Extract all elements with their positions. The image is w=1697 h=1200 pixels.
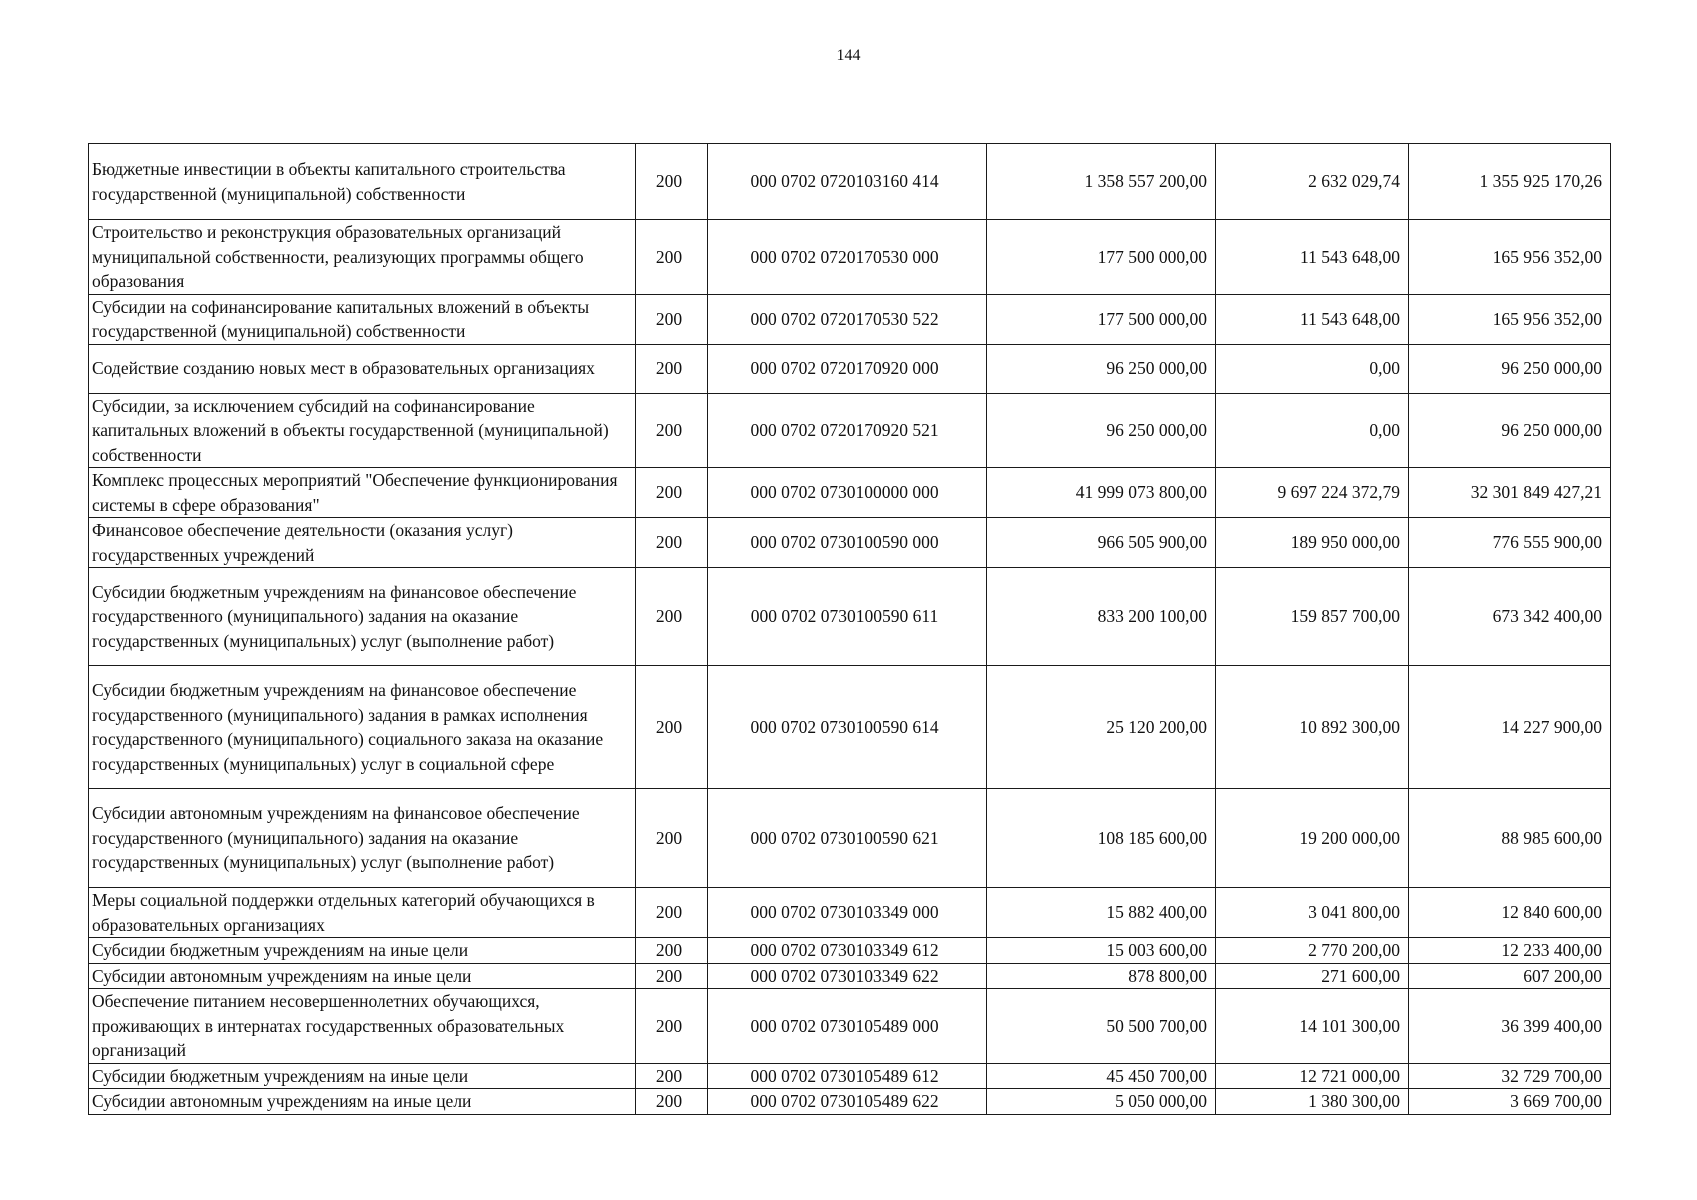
expense-name-cell: Содействие созданию новых мест в образовательных организациях — [89, 344, 636, 393]
executed-amount-cell: 9 697 224 372,79 — [1216, 468, 1409, 518]
executed-amount-cell: 159 857 700,00 — [1216, 568, 1409, 666]
budget-classification-code-cell: 000 0702 0730100000 000 — [708, 468, 987, 518]
table-row — [89, 989, 1611, 1064]
table-row — [89, 220, 1611, 295]
unexecuted-amount-cell: 1 355 925 170,26 — [1409, 144, 1611, 220]
approved-amount-cell: 41 999 073 800,00 — [987, 468, 1216, 518]
budget-classification-code-cell: 000 0702 0730105489 000 — [708, 989, 987, 1064]
unexecuted-amount-cell: 673 342 400,00 — [1409, 568, 1611, 666]
table-row — [89, 568, 1611, 666]
line-code-cell: 200 — [636, 789, 708, 888]
unexecuted-amount-cell: 14 227 900,00 — [1409, 666, 1611, 789]
table-row — [89, 888, 1611, 938]
line-code-cell: 200 — [636, 294, 708, 344]
executed-amount-cell: 0,00 — [1216, 393, 1409, 468]
approved-amount-cell: 108 185 600,00 — [987, 789, 1216, 888]
line-code-cell: 200 — [636, 666, 708, 789]
table-row — [89, 963, 1611, 989]
expense-name-cell: Субсидии автономным учреждениям на финансовое обеспечение государственного (муниципального) задания на оказание государственных (муниципальных) услуг (выполнение работ) — [89, 789, 636, 888]
line-code-cell: 200 — [636, 344, 708, 393]
executed-amount-cell: 11 543 648,00 — [1216, 294, 1409, 344]
budget-classification-code-cell: 000 0702 0720170530 522 — [708, 294, 987, 344]
table-row — [89, 393, 1611, 468]
unexecuted-amount-cell: 88 985 600,00 — [1409, 789, 1611, 888]
line-code-cell: 200 — [636, 989, 708, 1064]
unexecuted-amount-cell: 165 956 352,00 — [1409, 294, 1611, 344]
table-row — [89, 1089, 1611, 1115]
executed-amount-cell: 2 770 200,00 — [1216, 938, 1409, 964]
unexecuted-amount-cell: 32 301 849 427,21 — [1409, 468, 1611, 518]
executed-amount-cell: 271 600,00 — [1216, 963, 1409, 989]
expense-name-cell: Субсидии бюджетным учреждениям на финансовое обеспечение государственного (муниципального) задания на оказание государственных (муниципальных) услуг (выполнение работ) — [89, 568, 636, 666]
unexecuted-amount-cell: 32 729 700,00 — [1409, 1063, 1611, 1089]
unexecuted-amount-cell: 165 956 352,00 — [1409, 220, 1611, 295]
approved-amount-cell: 50 500 700,00 — [987, 989, 1216, 1064]
expense-name-cell: Обеспечение питанием несовершеннолетних обучающихся, проживающих в интернатах государственных образовательных организаций — [89, 989, 636, 1064]
executed-amount-cell: 19 200 000,00 — [1216, 789, 1409, 888]
unexecuted-amount-cell: 96 250 000,00 — [1409, 393, 1611, 468]
line-code-cell: 200 — [636, 220, 708, 295]
line-code-cell: 200 — [636, 393, 708, 468]
budget-classification-code-cell: 000 0702 0730100590 614 — [708, 666, 987, 789]
expense-name-cell: Бюджетные инвестиции в объекты капитального строительства государственной (муниципальной) собственности — [89, 144, 636, 220]
budget-classification-code-cell: 000 0702 0730103349 000 — [708, 888, 987, 938]
budget-classification-code-cell: 000 0702 0730105489 612 — [708, 1063, 987, 1089]
page-number: 144 — [836, 47, 861, 64]
approved-amount-cell: 15 882 400,00 — [987, 888, 1216, 938]
unexecuted-amount-cell: 12 840 600,00 — [1409, 888, 1611, 938]
approved-amount-cell: 966 505 900,00 — [987, 518, 1216, 568]
expense-name-cell: Финансовое обеспечение деятельности (оказания услуг) государственных учреждений — [89, 518, 636, 568]
budget-classification-code-cell: 000 0702 0720170920 000 — [708, 344, 987, 393]
expense-name-cell: Комплекс процессных мероприятий "Обеспечение функционирования системы в сфере образования" — [89, 468, 636, 518]
budget-classification-code-cell: 000 0702 0730103349 622 — [708, 963, 987, 989]
budget-classification-code-cell: 000 0702 0730105489 622 — [708, 1089, 987, 1115]
approved-amount-cell: 45 450 700,00 — [987, 1063, 1216, 1089]
table-row — [89, 144, 1611, 220]
approved-amount-cell: 25 120 200,00 — [987, 666, 1216, 789]
line-code-cell: 200 — [636, 1063, 708, 1089]
approved-amount-cell: 177 500 000,00 — [987, 220, 1216, 295]
executed-amount-cell: 1 380 300,00 — [1216, 1089, 1409, 1115]
approved-amount-cell: 15 003 600,00 — [987, 938, 1216, 964]
expense-name-cell: Меры социальной поддержки отдельных категорий обучающихся в образовательных организациях — [89, 888, 636, 938]
budget-classification-code-cell: 000 0702 0720170530 000 — [708, 220, 987, 295]
approved-amount-cell: 5 050 000,00 — [987, 1089, 1216, 1115]
table-row — [89, 1063, 1611, 1089]
line-code-cell: 200 — [636, 568, 708, 666]
budget-classification-code-cell: 000 0702 0730100590 621 — [708, 789, 987, 888]
line-code-cell: 200 — [636, 938, 708, 964]
expense-name-cell: Субсидии на софинансирование капитальных вложений в объекты государственной (муниципальной) собственности — [89, 294, 636, 344]
line-code-cell: 200 — [636, 468, 708, 518]
budget-classification-code-cell: 000 0702 0730100590 000 — [708, 518, 987, 568]
approved-amount-cell: 96 250 000,00 — [987, 344, 1216, 393]
unexecuted-amount-cell: 776 555 900,00 — [1409, 518, 1611, 568]
table-row — [89, 789, 1611, 888]
unexecuted-amount-cell: 12 233 400,00 — [1409, 938, 1611, 964]
executed-amount-cell: 0,00 — [1216, 344, 1409, 393]
expense-name-cell: Субсидии бюджетным учреждениям на финансовое обеспечение государственного (муниципального) задания в рамках исполнения государственного (муниципального) социального заказа на оказание государственных (муниципальных) услуг в социальной сфере — [89, 666, 636, 789]
line-code-cell: 200 — [636, 1089, 708, 1115]
line-code-cell: 200 — [636, 144, 708, 220]
unexecuted-amount-cell: 607 200,00 — [1409, 963, 1611, 989]
approved-amount-cell: 878 800,00 — [987, 963, 1216, 989]
line-code-cell: 200 — [636, 518, 708, 568]
executed-amount-cell: 10 892 300,00 — [1216, 666, 1409, 789]
unexecuted-amount-cell: 36 399 400,00 — [1409, 989, 1611, 1064]
approved-amount-cell: 1 358 557 200,00 — [987, 144, 1216, 220]
expense-name-cell: Субсидии автономным учреждениям на иные цели — [89, 1089, 636, 1115]
budget-classification-code-cell: 000 0702 0730103349 612 — [708, 938, 987, 964]
executed-amount-cell: 11 543 648,00 — [1216, 220, 1409, 295]
expense-name-cell: Субсидии автономным учреждениям на иные цели — [89, 963, 636, 989]
budget-execution-table — [88, 143, 1611, 1115]
table-row — [89, 344, 1611, 393]
table-row — [89, 938, 1611, 964]
approved-amount-cell: 96 250 000,00 — [987, 393, 1216, 468]
table-row — [89, 294, 1611, 344]
table-row — [89, 468, 1611, 518]
expense-name-cell: Субсидии бюджетным учреждениям на иные цели — [89, 1063, 636, 1089]
approved-amount-cell: 177 500 000,00 — [987, 294, 1216, 344]
executed-amount-cell: 12 721 000,00 — [1216, 1063, 1409, 1089]
executed-amount-cell: 3 041 800,00 — [1216, 888, 1409, 938]
budget-classification-code-cell: 000 0702 0730100590 611 — [708, 568, 987, 666]
expense-name-cell: Строительство и реконструкция образовательных организаций муниципальной собственности, реализующих программы общего образования — [89, 220, 636, 295]
budget-classification-code-cell: 000 0702 0720103160 414 — [708, 144, 987, 220]
expense-name-cell: Субсидии, за исключением субсидий на софинансирование капитальных вложений в объекты государственной (муниципальной) собственности — [89, 393, 636, 468]
executed-amount-cell: 2 632 029,74 — [1216, 144, 1409, 220]
unexecuted-amount-cell: 3 669 700,00 — [1409, 1089, 1611, 1115]
line-code-cell: 200 — [636, 888, 708, 938]
expense-name-cell: Субсидии бюджетным учреждениям на иные цели — [89, 938, 636, 964]
table-row — [89, 666, 1611, 789]
executed-amount-cell: 14 101 300,00 — [1216, 989, 1409, 1064]
table-row — [89, 518, 1611, 568]
line-code-cell: 200 — [636, 963, 708, 989]
executed-amount-cell: 189 950 000,00 — [1216, 518, 1409, 568]
budget-classification-code-cell: 000 0702 0720170920 521 — [708, 393, 987, 468]
approved-amount-cell: 833 200 100,00 — [987, 568, 1216, 666]
unexecuted-amount-cell: 96 250 000,00 — [1409, 344, 1611, 393]
